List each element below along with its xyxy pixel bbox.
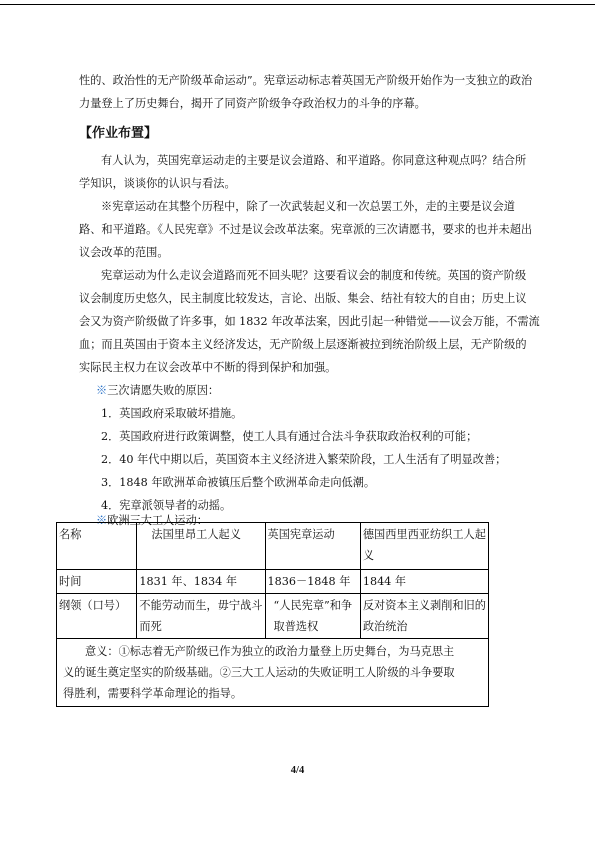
question-line-1: 有人认为，英国宪章运动走的主要是议会道路、和平道路。你同意这种观点吗？结合所 bbox=[101, 154, 527, 167]
table-cell: 反对资本主义剥削和旧的政治统治 bbox=[360, 594, 488, 639]
reason-line-5: 实际民主权力在议会改革中不断的得到保护和加强。 bbox=[79, 361, 337, 374]
failure-item-4: 3．1848 年欧洲革命被镇压后整个欧洲革命走向低潮。 bbox=[101, 476, 376, 489]
table-cell: 名称 bbox=[57, 523, 137, 570]
answer-line-3: 议会改革的范围。 bbox=[79, 246, 169, 259]
reason-line-3: 会又为资产阶级做了许多事，如 1832 年改革法案，因此引起一种错觉——议会万能，不需流 bbox=[79, 315, 540, 328]
table-cell: 法国里昂工人起义 bbox=[137, 523, 265, 570]
table-cell: “人民宪章”和争取普选权 bbox=[265, 594, 360, 639]
movements-title-text: 欧洲三大工人运动： bbox=[107, 514, 208, 527]
table-row bbox=[57, 639, 489, 707]
intro-line-1: 性的、政治性的无产阶级革命运动”。宪章运动标志着英国无产阶级开始作为一支独立的政治 bbox=[79, 74, 533, 87]
significance-cell bbox=[57, 639, 489, 707]
table-row bbox=[57, 570, 489, 594]
reference-mark-icon: ※ bbox=[96, 514, 108, 527]
table-row bbox=[57, 523, 489, 570]
failure-title bbox=[96, 380, 536, 403]
failure-item-1: 1．英国政府采取破坏措施。 bbox=[101, 407, 243, 420]
failure-item-5: 4．宪章派领导者的动摇。 bbox=[101, 499, 232, 512]
header-rule bbox=[0, 4, 595, 5]
question-line-2: 学知识，谈谈你的认识与看法。 bbox=[79, 177, 236, 190]
reference-mark-icon: ※ bbox=[96, 384, 108, 397]
movements-table bbox=[56, 522, 489, 707]
answer-line-2: 路、和平道路。《人民宪章》不过是议会改革法案。宪章派的三次请愿书，要求的也并未超出 bbox=[79, 223, 533, 236]
table-cell: 英国宪章运动 bbox=[265, 523, 360, 570]
reason-line-2: 议会制度历史悠久，民主制度比较发达，言论、出版、集会、结社有较大的自由；历史上议 bbox=[79, 292, 527, 305]
table-cell: 时间 bbox=[57, 570, 137, 594]
failure-title-text: 三次请愿失败的原因： bbox=[107, 384, 220, 397]
table-cell: 1844 年 bbox=[360, 570, 488, 594]
table-row bbox=[57, 594, 489, 639]
table-cell: 1831 年、1834 年 bbox=[137, 570, 265, 594]
reason-line-4: 血；而且英国由于资本主义经济发达，无产阶级上层逐渐被拉到统治阶级上层，无产阶级的 bbox=[79, 338, 527, 351]
significance-line-2: 义的诞生奠定坚实的阶级基础。②三大工人运动的失败证明工人阶级的斗争要取 bbox=[63, 666, 455, 679]
page-number: 4/4 bbox=[290, 765, 305, 776]
table-cell: 纲领（口号） bbox=[57, 594, 137, 639]
significance-line-1: 意义：①标志着无产阶级已作为独立的政治力量登上历史舞台，为马克思主 bbox=[85, 645, 455, 658]
intro-line-2: 力量登上了历史舞台，揭开了同资产阶级争夺政治权力的斗争的序幕。 bbox=[79, 97, 426, 110]
table-cell: 1836－1848 年 bbox=[265, 570, 360, 594]
answer-line-1: ※宪章运动在其整个历程中，除了一次武装起义和一次总罢工外，走的主要是议会道 bbox=[101, 200, 515, 213]
table-cell: 德国西里西亚纺织工人起义 bbox=[360, 523, 488, 570]
significance-line-3: 得胜利，需要科学革命理论的指导。 bbox=[63, 687, 243, 700]
section-heading: 【作业布置】 bbox=[79, 126, 158, 141]
table-cell: 不能劳动而生，毋宁战斗而死 bbox=[137, 594, 265, 639]
failure-item-3: 2．40 年代中期以后，英国资本主义经济进入繁荣阶段，工人生活有了明显改善； bbox=[101, 453, 507, 466]
failure-item-2: 2．英国政府进行政策调整，使工人具有通过合法斗争获取政治权利的可能； bbox=[101, 430, 478, 443]
reason-line-1: 宪章运动为什么走议会道路而死不回头呢？这要看议会的制度和传统。英国的资产阶级 bbox=[101, 269, 527, 282]
